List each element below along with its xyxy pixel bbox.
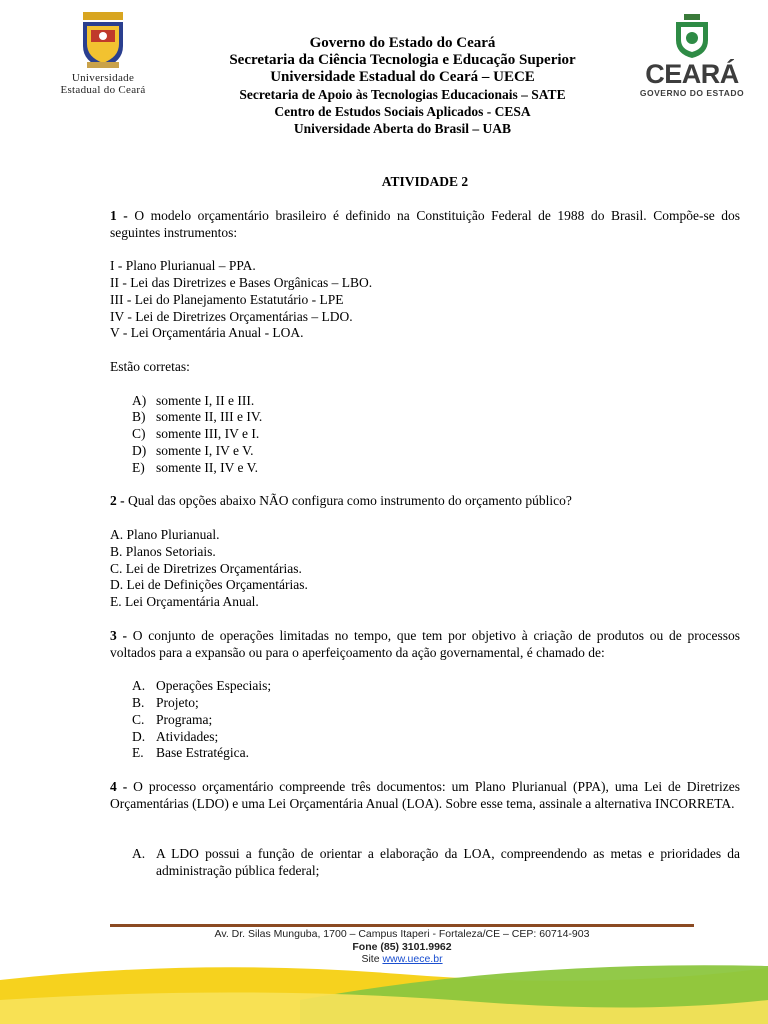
option-letter: C. (132, 711, 145, 727)
list-item: V - Lei Orçamentária Anual - LOA. (110, 325, 304, 341)
question-number: 3 - (110, 627, 127, 643)
answer-option: B. Planos Setoriais. (110, 543, 216, 559)
activity-content (110, 174, 740, 880)
question-number: 4 - (110, 778, 128, 794)
answer-option: E. Lei Orçamentária Anual. (110, 594, 259, 610)
list-item: II - Lei das Diretrizes e Bases Orgânicas – LBO. (110, 274, 373, 290)
question-number: 1 - (110, 207, 128, 223)
answer-option: C. Lei de Diretrizes Orçamentárias. (110, 560, 302, 576)
uece-name-line2: Estadual do Ceará (60, 84, 146, 96)
question-text: O processo orçamentário compreende três documentos: um Plano Plurianual (PPA), uma Lei de Diretrizes Orçamentárias (LDO) e uma Lei Orçamentária Anual (LOA). Sobre esse tema, assinale a alternativa INCORRETA. (110, 778, 740, 811)
option-letter: D. (132, 728, 146, 744)
q2-options (110, 527, 740, 611)
question-3 (110, 628, 740, 662)
option-text: somente I, II e III. (156, 392, 255, 408)
option-letter: A. (132, 678, 146, 694)
option-text: Programa; (156, 711, 213, 727)
ceara-shield-icon (670, 12, 714, 60)
option-text: Projeto; (156, 694, 199, 710)
answer-option (132, 846, 740, 880)
answer-option (132, 460, 740, 477)
answer-option (132, 729, 740, 746)
answer-option (132, 695, 740, 712)
header-line: Governo do Estado do Ceará (309, 35, 496, 51)
question-text: O modelo orçamentário brasileiro é definido na Constituição Federal de 1988 do Brasil. Compõe-se dos seguintes instrumentos: (110, 207, 740, 240)
question-text: O conjunto de operações limitadas no tempo, que tem por objetivo à criação de produtos ou de processos voltados para a expansão ou para o aperfeiçoamento da ação governamental, é chamado de: (110, 627, 740, 660)
option-text: Atividades; (156, 728, 219, 744)
q4-options (110, 846, 740, 880)
option-text: Base Estratégica. (156, 745, 249, 761)
header-line: Universidade Aberta do Brasil – UAB (293, 121, 512, 136)
footer-divider (110, 924, 694, 927)
header-line: Universidade Estadual do Ceará – UECE (270, 69, 535, 85)
answer-option (132, 745, 740, 762)
institution-header (170, 35, 635, 137)
question-2 (110, 493, 740, 510)
question-4 (110, 779, 740, 813)
list-item: IV - Lei de Diretrizes Orçamentárias – LDO. (110, 308, 353, 324)
option-letter: A. (132, 846, 146, 862)
q1-prompt: Estão corretas: (110, 358, 190, 374)
option-text: somente II, IV e V. (156, 459, 258, 475)
q1-items (110, 258, 740, 342)
question-text: Qual das opções abaixo NÃO configura como instrumento do orçamento público? (124, 493, 572, 509)
footer-wave-decoration (0, 960, 768, 1024)
option-text: A LDO possui a função de orientar a elaboração da LOA, compreendendo as metas e prioridades da administração pública federal; (156, 846, 740, 878)
option-letter: B. (132, 694, 145, 710)
uece-name-line1: Universidade (71, 72, 135, 84)
list-item: I - Plano Plurianual – PPA. (110, 258, 256, 274)
ceara-subtitle: GOVERNO DO ESTADO (639, 88, 745, 98)
option-letter: C) (132, 426, 146, 442)
list-item: III - Lei do Planejamento Estatutário - LPE (110, 291, 344, 307)
answer-option: A. Plano Plurianual. (110, 526, 220, 542)
question-1 (110, 208, 740, 242)
answer-option: D. Lei de Definições Orçamentárias. (110, 577, 308, 593)
option-text: somente I, IV e V. (156, 442, 254, 458)
header-line: Secretaria da Ciência Tecnologia e Educação Superior (229, 52, 576, 68)
uece-crest-icon (73, 10, 133, 72)
q3-options (110, 678, 740, 762)
ceara-logo (636, 12, 748, 102)
uece-logo (48, 10, 158, 100)
option-letter: A) (132, 392, 147, 408)
option-text: somente II, III e IV. (156, 409, 263, 425)
question-number: 2 - (110, 493, 125, 509)
answer-option (132, 443, 740, 460)
site-link[interactable]: www.uece.br (382, 953, 443, 965)
option-letter: E) (132, 459, 145, 475)
option-letter: E. (132, 745, 144, 761)
answer-option (132, 409, 740, 426)
header-line: Secretaria de Apoio às Tecnologias Educacionais – SATE (239, 87, 566, 102)
option-letter: D) (132, 442, 147, 458)
ceara-wordmark: CEARÁ (645, 59, 739, 89)
option-letter: B) (132, 409, 146, 425)
answer-option (132, 426, 740, 443)
footer-phone: Fone (85) 3101.9962 (352, 940, 452, 953)
answer-option (132, 712, 740, 729)
footer-address: Av. Dr. Silas Munguba, 1700 – Campus Itaperi - Fortaleza/CE – CEP: 60714-903 (214, 928, 590, 940)
q1-options (110, 393, 740, 477)
answer-option (132, 393, 740, 410)
header-line: Centro de Estudos Sociais Aplicados - CESA (274, 104, 531, 119)
footer-site-label: Site (361, 953, 383, 965)
answer-option (132, 678, 740, 695)
page-title: ATIVIDADE 2 (381, 174, 469, 189)
option-text: somente III, IV e I. (156, 426, 260, 442)
option-text: Operações Especiais; (156, 678, 272, 694)
